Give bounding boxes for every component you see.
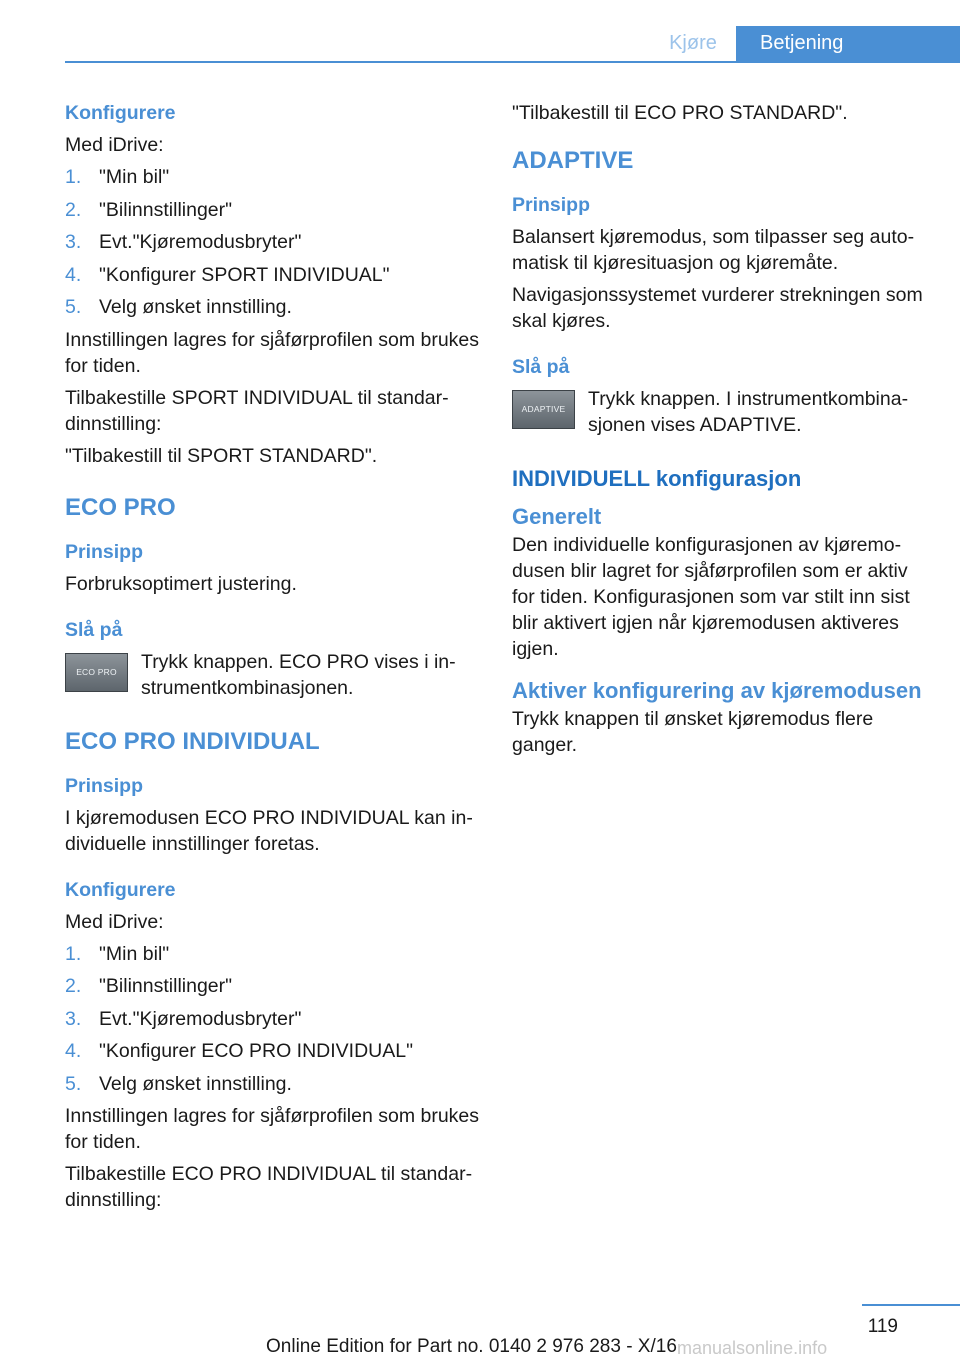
paragraph: "Tilbakestill til ECO PRO STANDARD".: [512, 102, 848, 124]
paragraph: Trykk knappen. I instrumentkombinasjonen vises ADAPTIVE.: [588, 388, 909, 436]
chapter-title: ECO PRO: [65, 493, 176, 521]
step-list: [65, 941, 480, 1104]
chapter-title: ECO PRO INDIVIDUAL: [65, 727, 320, 755]
section-heading: Generelt: [512, 504, 602, 529]
footer-rule: [862, 1304, 960, 1306]
right-column: [512, 100, 928, 764]
paragraph: Balansert kjøremodus, som tilpasser seg automatisk til kjøresituasjon og kjøremåte.: [512, 226, 915, 274]
list-item: 3. Evt."Kjøremodusbryter": [65, 1007, 302, 1030]
left-column: [65, 100, 480, 1219]
paragraph: Den individuelle konfigurasjonen av kjøremodusen blir lagret for sjåførprofilen som er aktiv for tiden. Konfigurasjonen som var stilt inn sist blir aktivert igjen når kjøremodusen aktiveres igjen.: [512, 534, 910, 660]
tab-betjening[interactable]: Betjening: [736, 26, 960, 61]
section-heading: Slå på: [512, 356, 570, 378]
eco-pro-button-icon: ECO PRO: [65, 653, 128, 692]
paragraph: Innstillingen lagres for sjåførprofilen som brukes for tiden.: [65, 1105, 480, 1153]
paragraph: Innstillingen lagres for sjåførprofilen som brukes for tiden.: [65, 328, 480, 377]
paragraph: Forbruksoptimert justering.: [65, 572, 297, 595]
chapter-title: ADAPTIVE: [512, 147, 634, 174]
step-list: [65, 164, 480, 327]
header-rule: [65, 61, 960, 63]
edition-footer: Online Edition for Part no. 0140 2 976 283 - X/16: [266, 1336, 677, 1357]
section-heading: Aktiver konfigurering av kjøremodusen: [512, 678, 922, 703]
paragraph: I kjøremodusen ECO PRO INDIVIDUAL kan individuelle innstillinger foretas.: [65, 806, 473, 855]
list-item: 2. "Bilinnstillinger": [65, 198, 233, 221]
list-item: 4. "Konfigurer ECO PRO INDIVIDUAL": [65, 1040, 414, 1062]
section-heading: Konfigurere: [65, 102, 176, 124]
list-item: 3. Evt."Kjøremodusbryter": [65, 231, 302, 253]
section-heading: Slå på: [65, 618, 123, 641]
paragraph: "Tilbakestill til SPORT STANDARD".: [65, 444, 378, 467]
list-item: 1. "Min bil": [65, 166, 170, 188]
section-heading: Prinsipp: [65, 540, 144, 563]
list-item: 4. "Konfigurer SPORT INDIVIDUAL": [65, 263, 390, 286]
tab-kjore[interactable]: Kjøre: [669, 32, 717, 54]
watermark: manualsonline.info: [677, 1338, 828, 1358]
paragraph: Trykk knappen. ECO PRO vises i instrumentkombinasjonen.: [141, 650, 456, 699]
list-item: 2. "Bilinnstillinger": [65, 975, 233, 997]
adaptive-button-row: [512, 386, 928, 438]
list-item: 5. Velg ønsket innstilling.: [65, 296, 292, 318]
eco-pro-button-row: [65, 649, 480, 701]
adaptive-button-icon: ADAPTIVE: [512, 390, 575, 429]
paragraph: Tilbakestille SPORT INDIVIDUAL til standardinnstilling:: [65, 386, 449, 435]
paragraph: Tilbakestille ECO PRO INDIVIDUAL til standardinnstilling:: [65, 1163, 473, 1211]
paragraph: Navigasjonssystemet vurderer strekningen som skal kjøres.: [512, 284, 923, 332]
list-item: 1. "Min bil": [65, 942, 170, 965]
paragraph: Med iDrive:: [65, 910, 164, 933]
section-heading: Prinsipp: [512, 194, 591, 216]
paragraph: Trykk knappen til ønsket kjøremodus flere ganger.: [512, 708, 874, 756]
paragraph: Med iDrive:: [65, 134, 164, 156]
section-heading: Konfigurere: [65, 878, 176, 901]
chapter-title: INDIVIDUELL konfigurasjon: [512, 466, 802, 491]
page-number: 119: [867, 1316, 898, 1337]
section-heading: Prinsipp: [65, 774, 144, 797]
list-item: 5. Velg ønsket innstilling.: [65, 1072, 292, 1095]
